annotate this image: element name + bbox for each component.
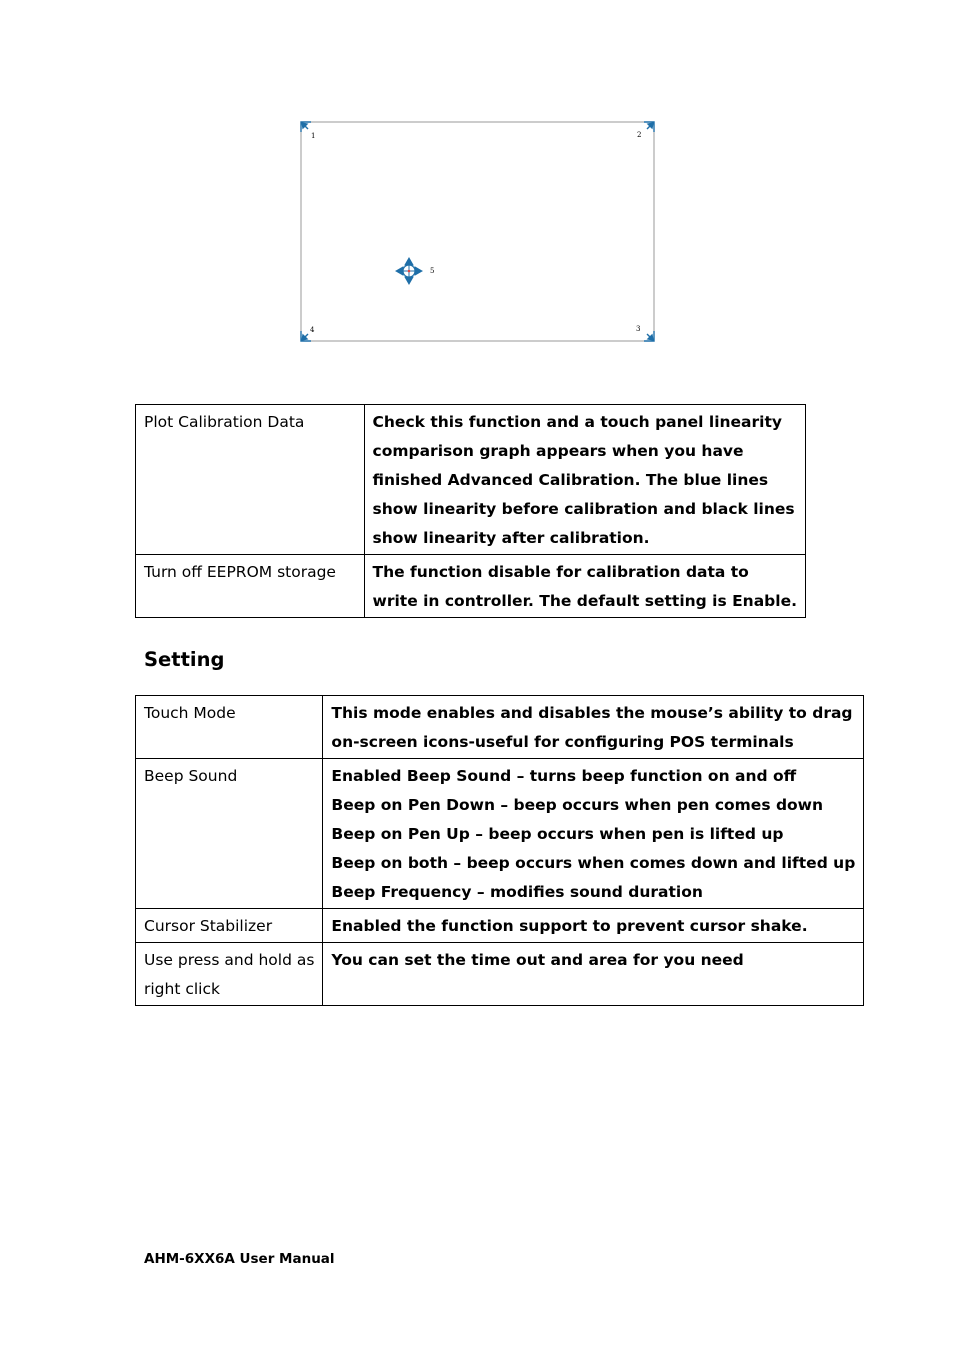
setting-options-table xyxy=(135,695,864,1006)
description-line: Beep Frequency – modifies sound duration xyxy=(331,883,703,901)
option-name: Touch Mode xyxy=(136,696,323,759)
description-line: Enabled Beep Sound – turns beep function on and off xyxy=(331,767,797,785)
option-description xyxy=(364,405,805,555)
description-line: The function disable for calibration data to xyxy=(372,563,749,581)
option-name-line: right click xyxy=(144,980,220,998)
calibration-options-table xyxy=(135,404,806,618)
description-line: finished Advanced Calibration. The blue lines xyxy=(372,471,769,489)
description-line: show linearity before calibration and black lines xyxy=(372,500,795,518)
description-line: on-screen icons-useful for configuring POS terminals xyxy=(331,733,794,751)
table-row xyxy=(136,759,864,909)
option-name: Beep Sound xyxy=(136,759,323,909)
description-line: show linearity after calibration. xyxy=(372,529,650,547)
point-label-3: 3 xyxy=(636,325,641,333)
description-line: comparison graph appears when you have xyxy=(372,442,744,460)
point-label-5: 5 xyxy=(430,267,435,275)
description-line: Check this function and a touch panel linearity xyxy=(372,413,782,431)
description-line: Beep on Pen Up – beep occurs when pen is lifted up xyxy=(331,825,784,843)
description-line: Enabled the function support to prevent cursor shake. xyxy=(331,917,808,935)
description-line: Beep on Pen Down – beep occurs when pen comes down xyxy=(331,796,824,814)
table-row xyxy=(136,696,864,759)
page-footer: AHM-6XX6A User Manual xyxy=(144,1251,335,1267)
section-heading: Setting xyxy=(144,648,225,671)
option-name: Turn off EEPROM storage xyxy=(136,555,365,618)
option-name xyxy=(136,943,323,1006)
option-description xyxy=(323,943,864,1006)
table-row xyxy=(136,405,806,555)
table-row xyxy=(136,555,806,618)
point-label-2: 2 xyxy=(637,131,642,139)
table-row xyxy=(136,909,864,943)
description-line: You can set the time out and area for you need xyxy=(331,951,744,969)
option-description xyxy=(364,555,805,618)
option-description xyxy=(323,696,864,759)
point-label-1: 1 xyxy=(311,132,316,140)
calibration-diagram xyxy=(299,120,656,343)
option-name: Plot Calibration Data xyxy=(136,405,365,555)
description-line: This mode enables and disables the mouse’s ability to drag xyxy=(331,704,853,722)
description-line: Beep on both – beep occurs when comes down and lifted up xyxy=(331,854,856,872)
option-description xyxy=(323,759,864,909)
point-label-4: 4 xyxy=(310,326,315,334)
table-row xyxy=(136,943,864,1006)
description-line: write in controller. The default setting is Enable. xyxy=(372,592,797,610)
option-description xyxy=(323,909,864,943)
option-name: Cursor Stabilizer xyxy=(136,909,323,943)
calibration-frame xyxy=(301,122,654,341)
option-name-line: Use press and hold as xyxy=(144,951,315,969)
